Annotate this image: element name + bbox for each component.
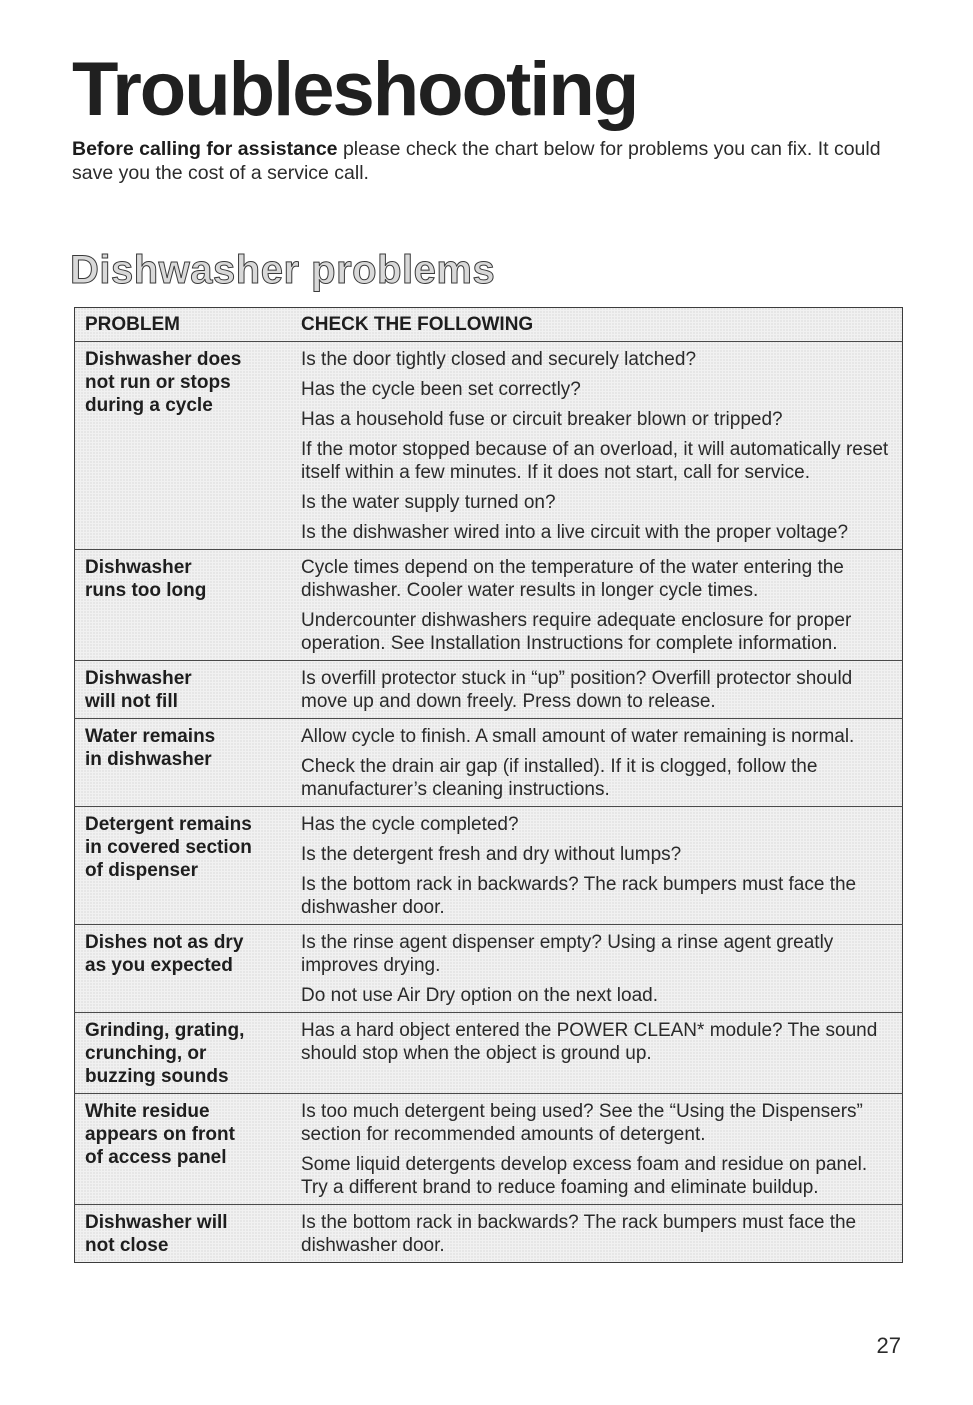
check-cell	[291, 1205, 903, 1263]
intro-bold-lead: Before calling for assistance	[72, 138, 338, 160]
check-cell	[291, 925, 903, 1013]
table-row	[75, 925, 903, 1013]
problem-cell: Dishwasher will not fill	[75, 661, 292, 719]
problem-cell: Dishwasher will not close	[85, 1212, 228, 1256]
check-item: Allow cycle to finish. A small amount of water remaining is normal.	[301, 726, 855, 747]
table-row	[75, 661, 903, 719]
check-item: Has a household fuse or circuit breaker blown or tripped?	[301, 409, 783, 430]
check-cell	[291, 342, 903, 550]
table-header-row	[75, 308, 903, 342]
check-item: Undercounter dishwashers require adequate enclosure for proper operation. See Installation Instructions for complete information.	[301, 610, 852, 654]
check-item: If the motor stopped because of an overload, it will automatically reset itself within a few minutes. If it does not start, call for service.	[301, 439, 889, 483]
table-row	[75, 1013, 903, 1094]
check-item: Has the cycle been set correctly?	[301, 379, 581, 400]
check-cell	[291, 661, 903, 719]
header-problem: PROBLEM	[75, 308, 292, 342]
intro-text: please check the chart below for problems you can fix. It could save you the cost of a service call.	[72, 138, 881, 184]
problem-cell: Dishes not as dry as you expected	[75, 925, 292, 1013]
check-item: Check the drain air gap (if installed). If it is clogged, follow the manufacturer’s cleaning instructions.	[301, 756, 818, 800]
table-row	[75, 342, 903, 550]
check-item: Is the bottom rack in backwards? The rack bumpers must face the dishwasher door.	[301, 1212, 857, 1256]
section-title: Dishwasher problems	[70, 248, 496, 292]
problem-cell: Dishwasher runs too long	[75, 550, 292, 661]
check-item: Is too much detergent being used? See the “Using the Dispensers” section for recommended amounts of detergent.	[301, 1101, 863, 1145]
table-row	[75, 719, 903, 807]
check-item: Is the dishwasher wired into a live circuit with the proper voltage?	[301, 522, 849, 543]
check-item: Is the detergent fresh and dry without lumps?	[301, 844, 682, 865]
table-row	[75, 1094, 903, 1205]
check-cell	[291, 1013, 903, 1094]
check-item: Do not use Air Dry option on the next load.	[301, 985, 658, 1006]
header-check-the-following: CHECK THE FOLLOWING	[291, 308, 903, 342]
check-item: Is the bottom rack in backwards? The rack bumpers must face the dishwasher door.	[301, 874, 857, 918]
problem-cell: Detergent remains in covered section of dispenser	[75, 807, 292, 925]
problem-cell: Grinding, grating, crunching, or buzzing sounds	[75, 1013, 292, 1094]
page-title: Troubleshooting	[72, 47, 638, 132]
problem-cell: Dishwasher does not run or stops during a cycle	[75, 342, 292, 550]
page-number: 27	[876, 1333, 901, 1358]
check-cell	[291, 807, 903, 925]
check-cell	[291, 719, 903, 807]
check-cell	[291, 1094, 903, 1205]
check-item: Has a hard object entered the POWER CLEAN* module? The sound should stop when the object is ground up.	[301, 1020, 878, 1064]
check-item: Is the door tightly closed and securely latched?	[301, 349, 697, 370]
check-item: Has the cycle completed?	[301, 814, 519, 835]
check-cell	[291, 550, 903, 661]
problem-cell: White residue appears on front of access panel	[75, 1094, 292, 1205]
troubleshooting-table	[74, 307, 903, 1263]
check-item: Cycle times depend on the temperature of the water entering the dishwasher. Cooler water results in longer cycle times.	[301, 557, 844, 601]
problem-cell: Water remains in dishwasher	[75, 719, 292, 807]
check-item: Is the rinse agent dispenser empty? Using a rinse agent greatly improves drying.	[301, 932, 834, 976]
table-row	[75, 550, 903, 661]
table-body	[75, 342, 903, 1263]
check-item: Some liquid detergents develop excess foam and residue on panel. Try a different brand to reduce foaming and eliminate buildup.	[301, 1154, 868, 1198]
intro-paragraph	[72, 137, 912, 185]
table-row	[75, 807, 903, 925]
check-item: Is the water supply turned on?	[301, 492, 556, 513]
check-item: Is overfill protector stuck in “up” position? Overfill protector should move up and down freely. Press down to release.	[301, 668, 853, 712]
table-row	[75, 1205, 903, 1263]
